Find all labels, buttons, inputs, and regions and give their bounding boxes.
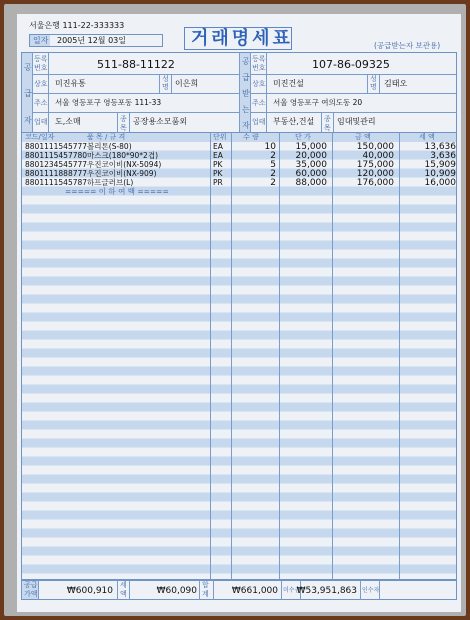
row-qty: 2: [270, 178, 276, 188]
row-unit: PK: [213, 169, 223, 178]
row-unit: EA: [213, 151, 223, 160]
total-value: ₩661,000: [231, 586, 278, 596]
supplier-biz-item: 공장용소모품외: [133, 117, 188, 126]
table-stripe: [22, 439, 456, 448]
row-item: 8801111888777우진코이비(NX-909): [25, 169, 157, 178]
tax-label: 세: [120, 581, 127, 589]
table-stripe: [22, 520, 456, 529]
table-stripe: [22, 412, 456, 421]
buyer-ceo: 김태오: [384, 79, 408, 88]
tax-value: ₩60,090: [156, 586, 197, 596]
supplier-side-label-1: 공: [24, 63, 32, 72]
row-tax: 10,909: [424, 169, 456, 179]
buyer-side-label-5: 자: [242, 121, 250, 130]
header-price: 단 가: [295, 133, 311, 141]
row-tax: 15,909: [424, 160, 456, 170]
header-qty: 수 량: [243, 133, 259, 141]
table-stripe: [22, 286, 456, 295]
supplier-biz-type: 도,소매: [55, 117, 81, 126]
row-unit: EA: [213, 142, 223, 151]
buyer-address-label: 주소: [252, 99, 266, 107]
table-stripe: [22, 331, 456, 340]
row-item: 8801234545777우진코이비(NX-5094): [25, 160, 162, 169]
table-stripe: [22, 349, 456, 358]
total-label: 합: [202, 581, 209, 589]
row-item: 8801111545777볼리톤(S-80): [25, 142, 132, 151]
tax-label-2: 액: [120, 590, 127, 598]
row-qty: 5: [270, 160, 276, 170]
buyer-biz-label: 업태: [252, 118, 266, 126]
table-stripe: [22, 511, 456, 520]
row-qty: 2: [270, 169, 276, 179]
header-code: 코드/일자: [25, 133, 55, 141]
row-item: 8801111545787하프글러브(L): [25, 178, 134, 187]
table-stripe: [22, 538, 456, 547]
table-stripe: [22, 466, 456, 475]
header-tax: 세 액: [419, 133, 435, 141]
row-amount: 150,000: [356, 142, 394, 152]
buyer-reg-label-2: 번호: [252, 64, 266, 72]
table-stripe: [22, 394, 456, 403]
table-stripe: [22, 475, 456, 484]
header-item: 품 목 / 규 격: [87, 133, 126, 141]
supplier-reg-label: 등록: [34, 55, 48, 63]
supplier-biz-label: 업태: [34, 118, 48, 126]
row-tax: 16,000: [424, 178, 456, 188]
buyer-ceo-label: 성: [370, 75, 377, 83]
buyer-side-label-2: 급: [242, 73, 250, 82]
row-tax: 13,636: [424, 142, 456, 152]
table-stripe: [22, 340, 456, 349]
buyer-side-label-1: 공: [242, 57, 250, 66]
document-title: 거래명세표: [191, 28, 293, 49]
header-amount: 금 액: [355, 133, 371, 141]
outstanding-value: ₩53,951,863: [296, 586, 357, 596]
row-price: 35,000: [295, 160, 327, 170]
row-price: 20,000: [295, 151, 327, 161]
table-stripe: [22, 556, 456, 565]
table-stripe: [22, 358, 456, 367]
table-stripe: [22, 403, 456, 412]
table-stripe: [22, 313, 456, 322]
table-stripe: [22, 421, 456, 430]
table-stripe: [22, 277, 456, 286]
row-amount: 120,000: [356, 169, 394, 179]
supply-label: 공급: [24, 581, 38, 589]
table-stripe: [22, 268, 456, 277]
buyer-biz-item: 임대및관리: [337, 117, 376, 126]
supplier-ceo-label: 성: [162, 75, 169, 83]
supplier-company-label: 상호: [34, 80, 48, 88]
buyer-reg-no: 107-86-09325: [312, 58, 390, 71]
supplier-item-label: 종: [120, 115, 127, 123]
buyer-address: 서울 영등포구 여의도동 20: [273, 98, 363, 107]
row-amount: 40,000: [362, 151, 394, 161]
table-stripe: [22, 232, 456, 241]
buyer-reg-label: 등록: [252, 55, 266, 63]
buyer-item-label-2: 목: [324, 124, 331, 132]
supplier-address: 서울 영등포구 영등포동 111-33: [55, 98, 162, 107]
supplier-company: 미진유통: [55, 79, 86, 88]
buyer-ceo-label-2: 명: [370, 83, 377, 91]
supplier-ceo-label-2: 명: [162, 83, 169, 91]
table-stripe: [22, 322, 456, 331]
table-stripe: [22, 547, 456, 556]
table-stripe: [22, 196, 456, 205]
row-unit: PR: [213, 178, 223, 187]
table-stripe: [22, 295, 456, 304]
table-stripe: [22, 205, 456, 214]
outstanding-label: 미수금: [283, 587, 301, 594]
supplier-reg-label-2: 번호: [34, 64, 48, 72]
table-stripe: [22, 304, 456, 313]
table-stripe: [22, 385, 456, 394]
table-stripe: [22, 484, 456, 493]
date-value: 2005년 12월 03일: [57, 36, 126, 45]
receiver-label: 인수자: [362, 587, 380, 594]
copy-note: (공급받는자 보관용): [374, 41, 441, 50]
receiver-signature-field[interactable]: [380, 581, 456, 599]
buyer-side-label-4: 는: [242, 105, 250, 114]
table-stripe: [22, 565, 456, 574]
table-stripe: [22, 430, 456, 439]
header-unit: 단위: [213, 133, 227, 141]
invoice-paper: [17, 14, 461, 612]
row-price: 88,000: [295, 178, 327, 188]
supplier-ceo: 이은희: [175, 79, 199, 88]
buyer-side-label-3: 받: [242, 89, 250, 98]
table-stripe: [22, 259, 456, 268]
row-price: 15,000: [295, 142, 327, 152]
row-tax: 3,636: [430, 151, 456, 161]
supplier-side-label-3: 자: [24, 116, 32, 125]
row-qty: 2: [270, 151, 276, 161]
row-unit: PK: [213, 160, 223, 169]
table-stripe: [22, 457, 456, 466]
table-stripe: [22, 241, 456, 250]
supplier-item-label-2: 목: [120, 124, 127, 132]
table-stripe: [22, 493, 456, 502]
row-qty: 10: [264, 142, 276, 152]
table-stripe: [22, 376, 456, 385]
supplier-side-label-2: 급: [24, 89, 32, 98]
row-item: 8801115457780마스크(180*90*2겹): [25, 151, 158, 160]
row-amount: 176,000: [356, 178, 394, 188]
table-stripe: [22, 529, 456, 538]
supply-value: ₩600,910: [66, 586, 113, 596]
table-stripe: [22, 502, 456, 511]
row-amount: 175,000: [356, 160, 394, 170]
table-stripe: [22, 223, 456, 232]
document-frame: [4, 4, 466, 616]
buyer-company-label: 상호: [252, 80, 266, 88]
row-price: 60,000: [295, 169, 327, 179]
total-label-2: 계: [202, 590, 209, 598]
table-stripe: [22, 367, 456, 376]
buyer-biz-type: 부동산,건설: [273, 117, 315, 126]
supply-label-2: 가액: [24, 590, 38, 598]
date-label: 일자: [33, 36, 49, 45]
table-stripe: [22, 250, 456, 259]
supplier-address-label: 주소: [34, 99, 48, 107]
supplier-reg-no: 511-88-11122: [97, 58, 175, 71]
table-stripe: [22, 448, 456, 457]
bank-account: 서울은행 111-22-333333: [29, 21, 125, 30]
end-of-list-mark: ===== 이 하 여 백 =====: [65, 187, 169, 196]
buyer-item-label: 종: [324, 115, 331, 123]
buyer-company: 미진건설: [273, 79, 304, 88]
table-stripe: [22, 214, 456, 223]
